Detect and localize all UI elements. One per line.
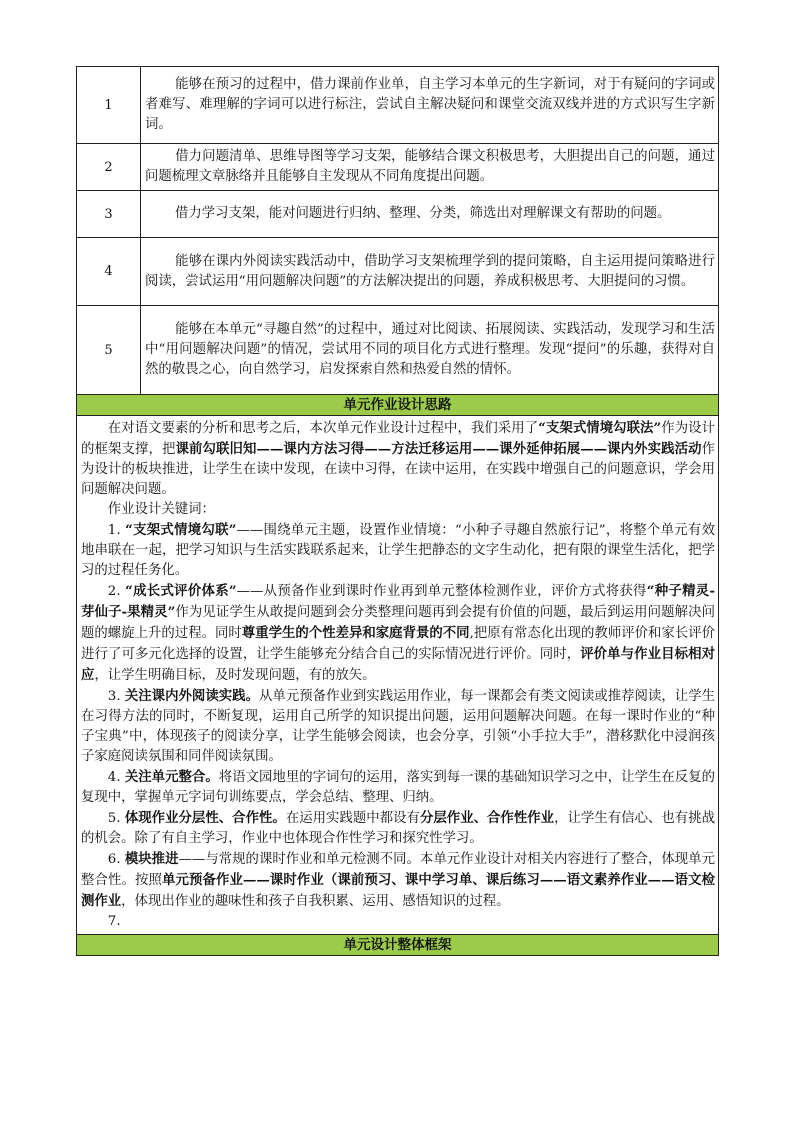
objective-number: 3	[77, 191, 141, 238]
objective-number: 2	[77, 144, 141, 191]
document-page	[76, 66, 718, 956]
objective-text: 能够在预习的过程中，借力课前作业单，自主学习本单元的生字新词，对于有疑问的字词或者难写、难理解的字词可以进行标注，尝试自主解决疑问和课堂交流双线并进的方式识写生字新词。	[141, 67, 719, 144]
design-ideas-row	[77, 416, 719, 935]
paragraph-keyword-4: 4. 关注单元整合。将语文园地里的字词句的运用，落实到每一课的基础知识学习之中，让学生在反复的复现中，掌握单元字词句训练要点，学会总结、整理、归纳。	[81, 769, 715, 805]
paragraph-keyword-2: 2. “成长式评价体系”——从预备作业到课时作业再到单元整体检测作业，评价方式将获得“种子精灵-芽仙子-果精灵”作为见证学生从敢提问题到会分类整理问题再到会提有价值的问题，最后到运用问题解决问题的螺旋上升的过程。同时尊重学生的个性差异和家庭背景的不同,把原有常态化出现的教师评价和家长评价进行了可多元化选择的设置，让学生能够充分结合自己的实际情况进行评价。同时，评价单与作业目标相对应，让学生明确目标，及时发现问题，有的放矢。	[81, 583, 716, 683]
paragraph-keyword-5: 5. 体现作业分层性、合作性。在运用实践题中都设有分层作业、合作性作业，让学生有信心、也有挑战的机会。除了有自主学习，作业中也体现合作性学习和探究性学习。	[81, 810, 716, 846]
paragraph-keyword-1: 1. “支架式情境勾联”——围绕单元主题，设置作业情境：“小种子寻趣自然旅行记”，将整个单元有效地串联在一起，把学习知识与生活实践联系起来，让学生把静态的文字生动化，把有限的课堂生活化，把学习的过程任务化。	[81, 522, 715, 578]
paragraph-keyword-7: 7.	[107, 914, 121, 929]
section-heading-row	[77, 935, 719, 956]
objective-row	[77, 67, 719, 144]
objective-number: 1	[77, 67, 141, 144]
section-heading-framework: 单元设计整体框架	[77, 935, 719, 956]
objective-text: 借力学习支架，能对问题进行归纳、整理、分类，筛选出对理解课文有帮助的问题。	[141, 191, 719, 238]
section-heading-design-ideas: 单元作业设计思路	[77, 395, 719, 416]
objective-number: 4	[77, 238, 141, 306]
paragraph-intro: 在对语文要素的分析和思考之后，本次单元作业设计过程中，我们采用了“支架式情境勾联法”作为设计的框架支撑，把课前勾联旧知——课内方法习得——方法迁移运用——课外延伸拓展——课内外实践活动作为设计的板块推进，让学生在读中发现，在读中习得，在读中运用，在实践中增强自己的问题意识，学会用问题解决问题。	[81, 420, 716, 497]
paragraph-keyword-6: 6. 模块推进——与常规的课时作业和单元检测不同。本单元作业设计对相关内容进行了整合，体现单元整合性。按照单元预备作业——课时作业（课前预习、课中学习单、课后练习——语文素养作业——语文检测作业，体现出作业的趣味性和孩子自我积累、运用、感悟知识的过程。	[81, 851, 716, 909]
unit-design-table	[76, 66, 719, 956]
paragraph-keywords-label: 作业设计关键词：	[107, 502, 215, 517]
objective-row	[77, 238, 719, 306]
objective-text: 能够在课内外阅读实践活动中，借助学习支架梳理学到的提问策略，自主运用提问策略进行阅读，尝试运用“用问题解决问题”的方法解决提出的问题，养成积极思考、大胆提问的习惯。	[141, 238, 719, 306]
design-ideas-content	[77, 416, 719, 935]
objective-number: 5	[77, 306, 141, 395]
objective-row	[77, 306, 719, 395]
objective-row	[77, 191, 719, 238]
objective-row	[77, 144, 719, 191]
paragraph-keyword-3: 3. 关注课内外阅读实践。从单元预备作业到实践运用作业，每一课都会有类文阅读或推荐阅读，让学生在习得方法的同时，不断复现，运用自己所学的知识提出问题，运用问题解决问题。在每一课时作业的“种子宝典”中，体现孩子的阅读分享，让学生能够会阅读，也会分享，引领“小手拉大手”，潜移默化中浸润孩子家庭阅读氛围和同伴阅读氛围。	[81, 688, 716, 764]
objective-text: 能够在本单元“寻趣自然”的过程中，通过对比阅读、拓展阅读、实践活动，发现学习和生活中“用问题解决问题”的情况，尝试用不同的项目化方式进行整理。发现“提问”的乐趣，获得对自然的敬畏之心，向自然学习，启发探索自然和热爱自然的情怀。	[141, 306, 719, 395]
objective-text: 借力问题清单、思维导图等学习支架，能够结合课文积极思考，大胆提出自己的问题，通过问题梳理文章脉络并且能够自主发现从不同角度提出问题。	[141, 144, 719, 191]
section-heading-row	[77, 395, 719, 416]
